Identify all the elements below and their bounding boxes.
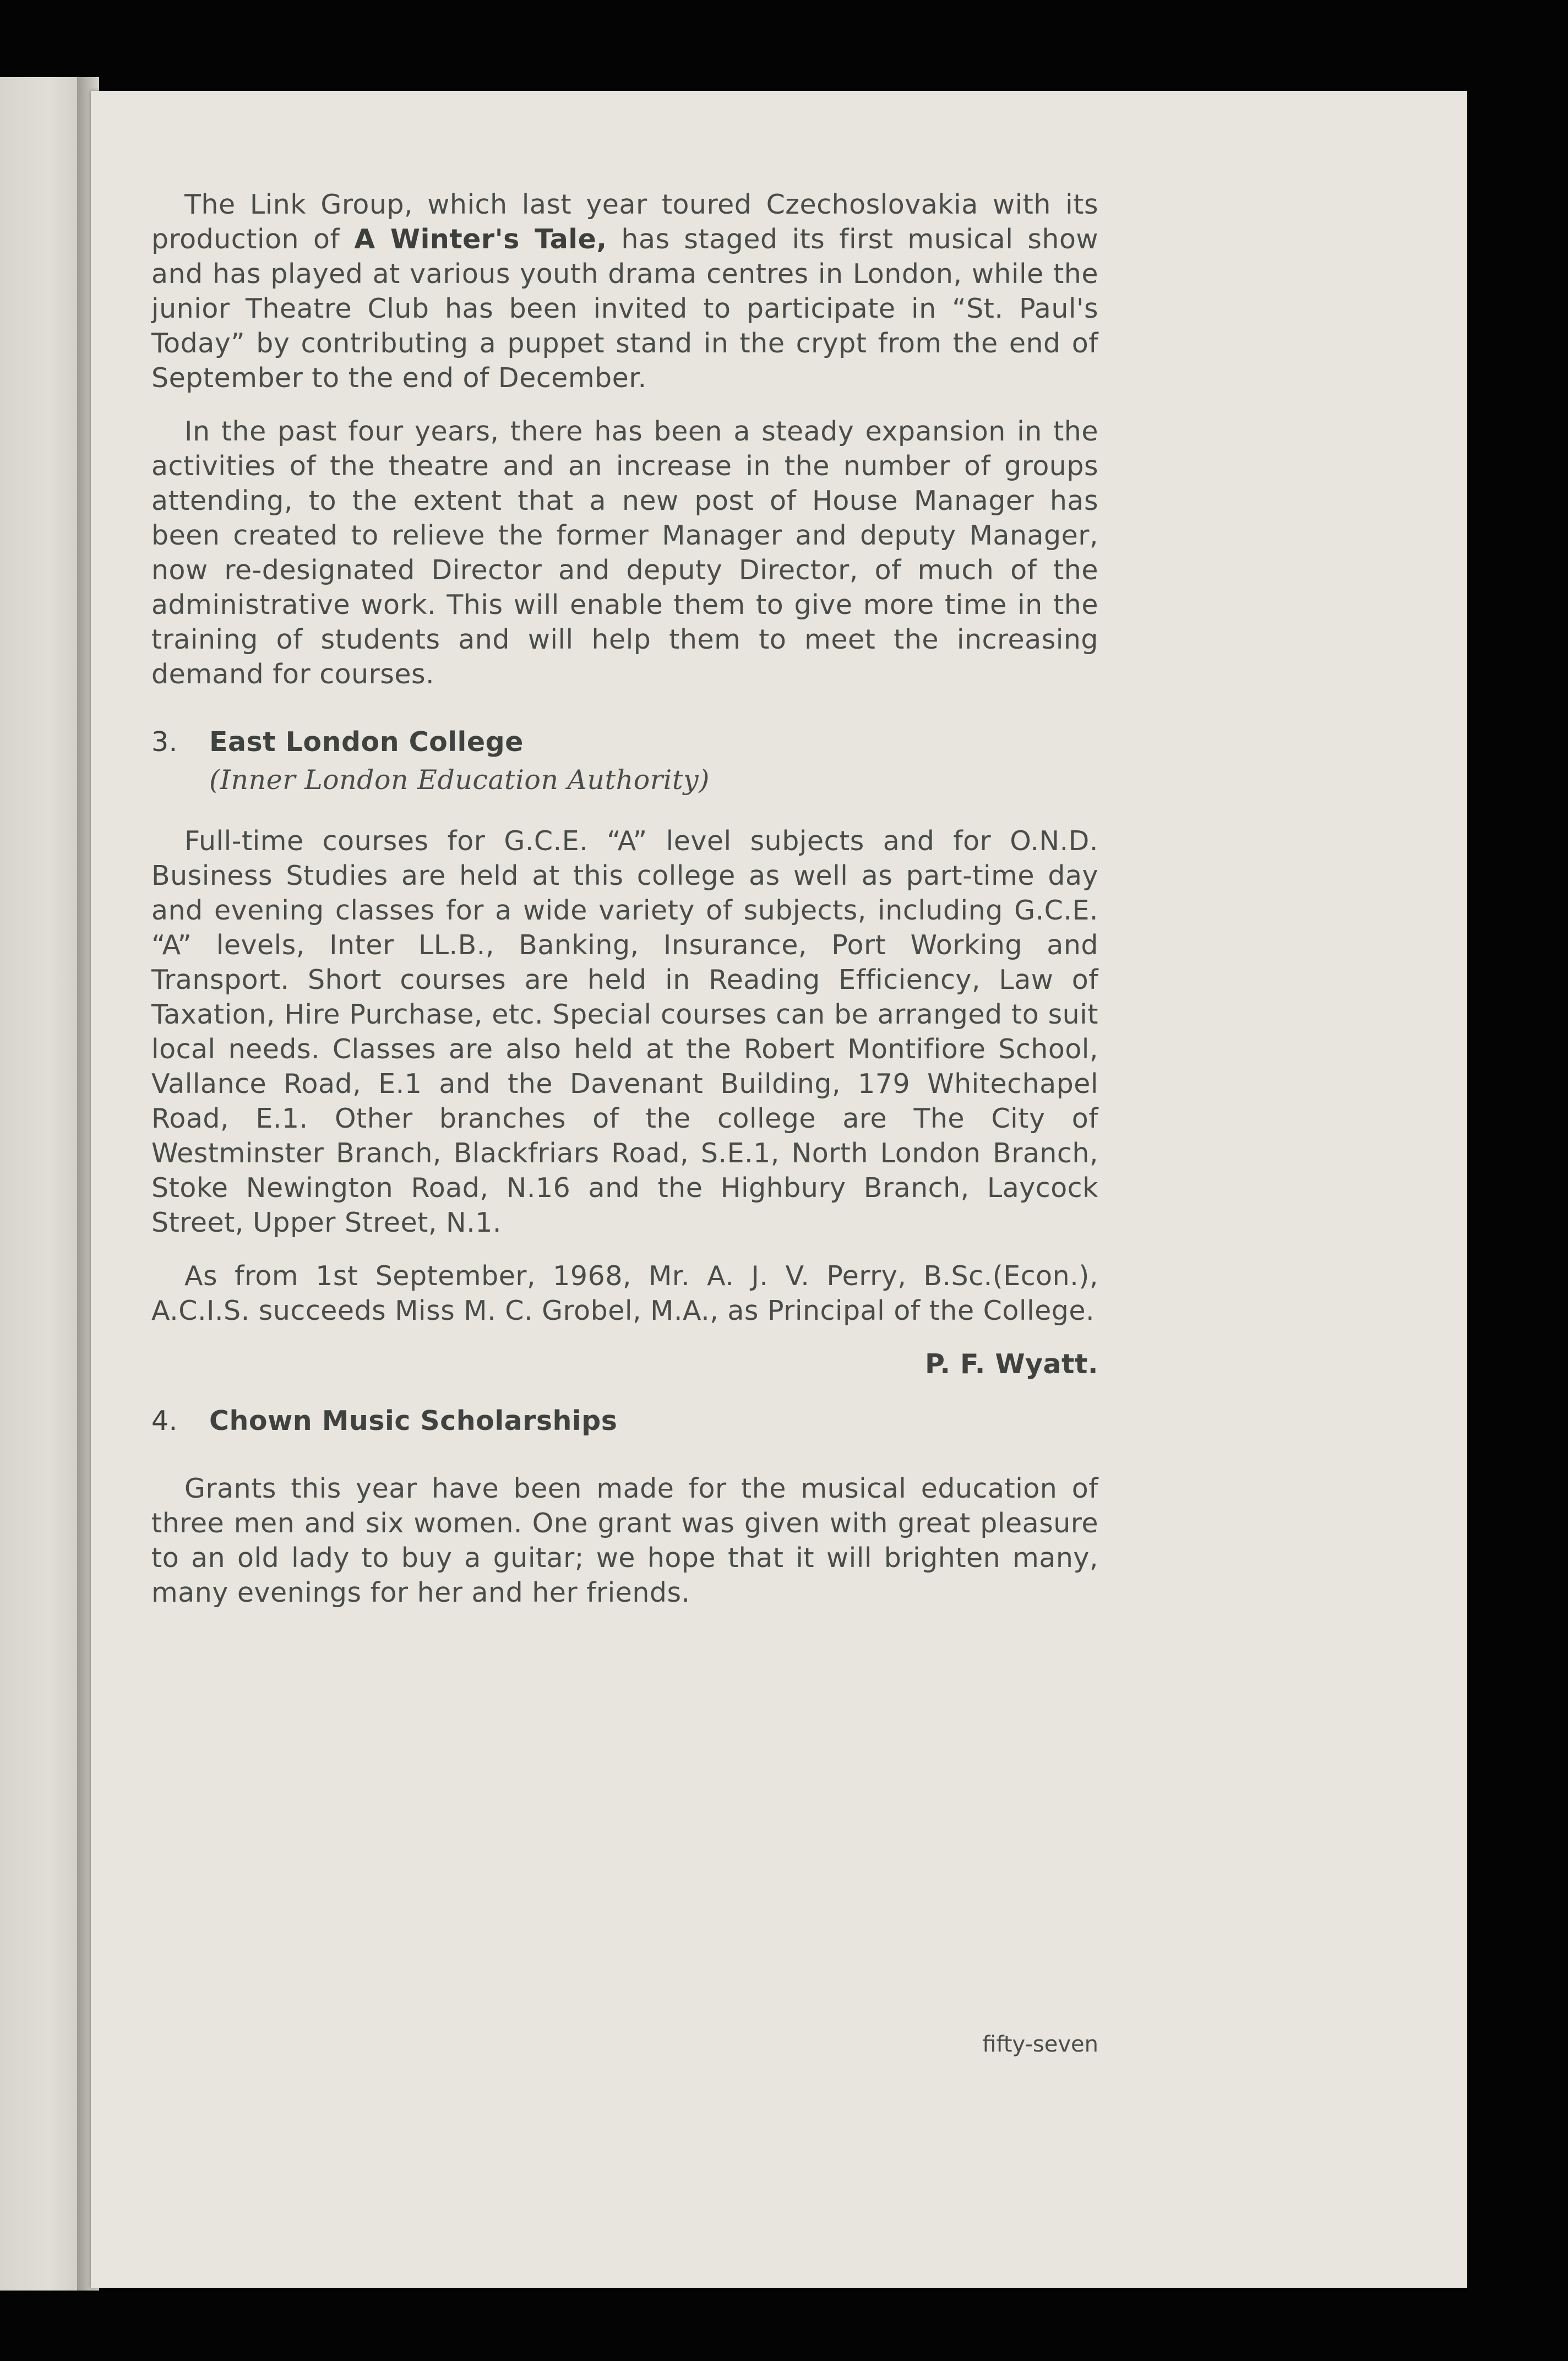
- paragraph-theatre-expansion: In the past four years, there has been a steady expansion in the activities of the theatre and an increase in the number of groups attending, to the extent that a new post of House Manager has been created to relieve the former Manager and deputy Manager, now re-designated Director and deputy Director, of much of the administrative work. This will enable them to give more time in the training of students and will help them to meet the increasing demand for courses.: [151, 416, 1098, 690]
- page-number: fifty-seven: [982, 2032, 1098, 2057]
- paragraph-principal: As from 1st September, 1968, Mr. A. J. V. Perry, B.Sc.(Econ.), A.C.I.S. succeeds Miss M. C. Grobel, M.A., as Principal of the College.: [151, 1260, 1098, 1326]
- section-title: Chown Music Scholarships: [209, 1405, 618, 1437]
- facing-page-edge: [0, 77, 83, 2291]
- author-signature: P. F. Wyatt.: [924, 1348, 1098, 1380]
- paragraph-link-group: [151, 187, 1098, 395]
- section-number: 3.: [151, 726, 178, 758]
- paragraph-music-grants: Grants this year have been made for the musical education of three men and six women. One grant was given with great pleasure to an old lady to buy a guitar; we hope that it will brighten many, many evenings for her and her friends.: [151, 1473, 1098, 1608]
- section-heading-4: [151, 1403, 1098, 1438]
- section-number: 4.: [151, 1405, 178, 1437]
- paragraph-text: has staged its first musical show and has played at various youth drama centres in London, while the junior Theatre Club has been invited to participate in “St. Paul's Today” by contributing a puppet stand in the crypt from the end of September to the end of December.: [151, 224, 1098, 394]
- section-heading-3: [151, 725, 1098, 759]
- section-title: East London College: [209, 726, 524, 758]
- paragraph-text: The Link Group, which last year toured Czechoslovakia with its production of: [151, 189, 1098, 255]
- section-subtitle: (Inner London Education Authority): [209, 764, 710, 796]
- play-title: A Winter's Tale,: [354, 224, 607, 255]
- paragraph-college-courses: Full-time courses for G.C.E. “A” level subjects and for O.N.D. Business Studies are held at this college as well as part-time day and evening classes for a wide variety of subjects, including G.C.E. “A” levels, Inter LL.B., Banking, Insurance, Port Working and Transport. Short courses are held in Reading Efficiency, Law of Taxation, Hire Purchase, etc. Special courses can be arranged to suit local needs. Classes are also held at the Robert Montifiore School, Vallance Road, E.1 and the Davenant Building, 179 Whitechapel Road, E.1. Other branches of the college are The City of Westminster Branch, Blackfriars Road, S.E.1, North London Branch, Stoke Newington Road, N.16 and the Highbury Branch, Laycock Street, Upper Street, N.1.: [151, 825, 1098, 1238]
- page-text-block: [151, 187, 1098, 1629]
